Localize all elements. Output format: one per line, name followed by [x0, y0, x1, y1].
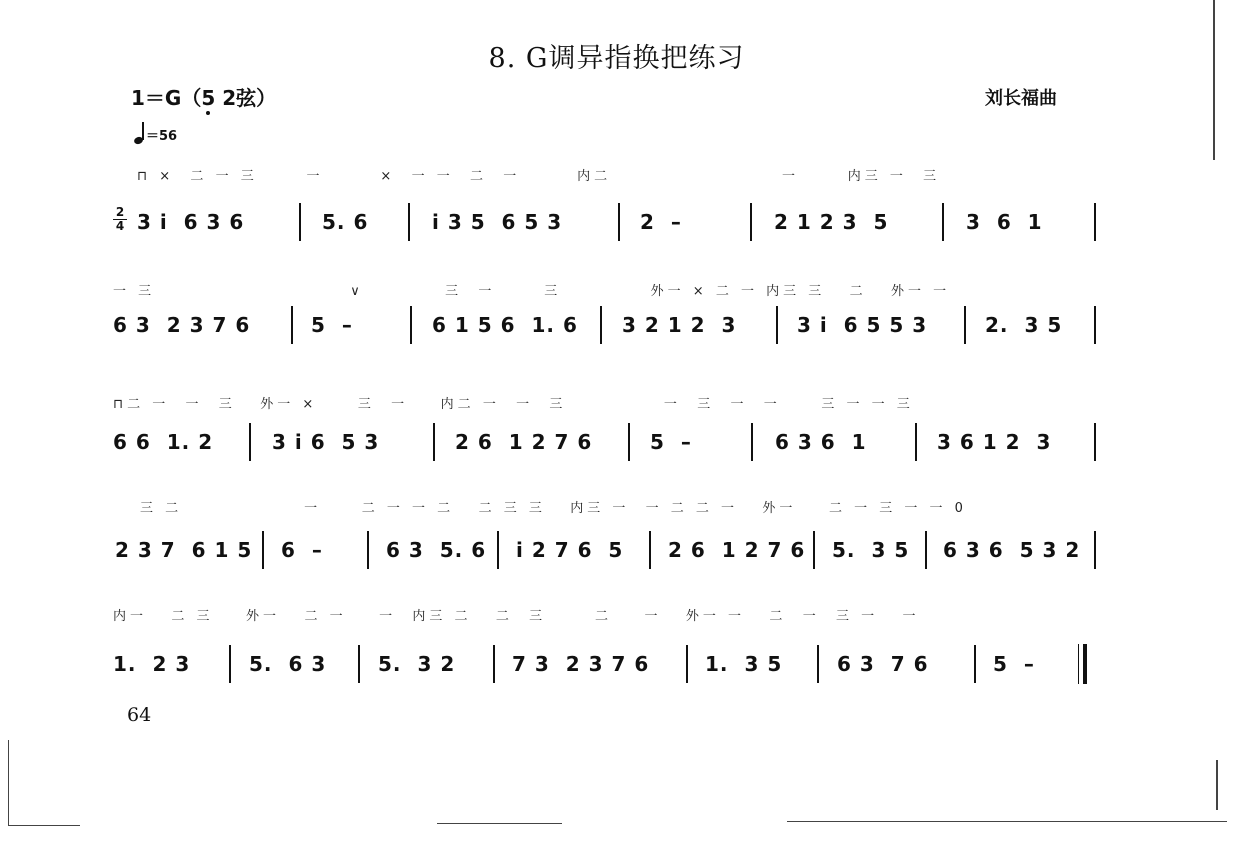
- quarter-note-icon: [134, 122, 146, 144]
- measure: 6 3 2 3 7 6: [113, 313, 251, 337]
- barline: [408, 203, 410, 241]
- measure: 1. 3 5: [705, 652, 783, 676]
- measure: 6 3 7 6: [837, 652, 929, 676]
- measure: 5 –: [311, 313, 353, 337]
- barline: [751, 423, 753, 461]
- scan-edge-line: [787, 821, 1227, 822]
- measure: 2 –: [640, 210, 682, 234]
- barline: [358, 645, 360, 683]
- measure: 3 6 1: [966, 210, 1043, 234]
- barline: [600, 306, 602, 344]
- measure-row: [0, 310, 1233, 340]
- tempo-marking: [134, 122, 177, 144]
- barline: [262, 531, 264, 569]
- fingering-line: ⊓二 一 一 三 外一 × 三 一 内二 一 一 三 一 三 一 一 三 一 一 三: [113, 397, 914, 412]
- meter-bottom: 4: [115, 219, 125, 233]
- barline: [367, 531, 369, 569]
- score-system-2: [0, 280, 1233, 380]
- measure: 2 1 2 3 5: [774, 210, 889, 234]
- page-number: 64: [127, 704, 152, 726]
- barline: [1094, 306, 1096, 344]
- measure: 2 3 7 6 1 5: [115, 538, 253, 562]
- key-suffix: 2弦）: [215, 86, 277, 110]
- barline: [229, 645, 231, 683]
- barline: [942, 203, 944, 241]
- barline: [1094, 531, 1096, 569]
- measure-row: [0, 427, 1233, 457]
- barline: [964, 306, 966, 344]
- key-signature: [131, 82, 276, 111]
- measure-row: [0, 207, 1233, 237]
- barline: [1094, 423, 1096, 461]
- measure: 5 –: [650, 430, 692, 454]
- barline: [249, 423, 251, 461]
- scan-edge-line: [1216, 760, 1218, 810]
- measure: 5. 3 2: [378, 652, 456, 676]
- barline: [618, 203, 620, 241]
- piece-title: 8. G调异指换把练习: [488, 43, 745, 74]
- meter-top: 2: [115, 205, 125, 219]
- barline: [817, 645, 819, 683]
- barline: [750, 203, 752, 241]
- fingering-line: 一 三 ∨ 三 一 三 外一 × 二 一 内三 三 二 外一 一: [113, 284, 951, 299]
- measure: 6 3 6 1: [775, 430, 867, 454]
- barline: [925, 531, 927, 569]
- barline: [686, 645, 688, 683]
- barline: [493, 645, 495, 683]
- measure: 6 3 6 5 3 2: [943, 538, 1081, 562]
- measure: 5. 6: [322, 210, 369, 234]
- fingering-line: 内一 二 三 外一 二 一 一 内三 二 二 三 二 一 外一 一 二 一 三 一 一: [113, 609, 920, 624]
- barline: [813, 531, 815, 569]
- barline: [649, 531, 651, 569]
- measure: 3 i 6 5 3: [272, 430, 380, 454]
- key-prefix: 1＝G（: [131, 86, 202, 110]
- final-barline-thin: [1078, 644, 1079, 684]
- barline: [974, 645, 976, 683]
- measure: 3 2 1 2 3: [622, 313, 737, 337]
- barline: [497, 531, 499, 569]
- measure-row: [0, 649, 1233, 679]
- scan-edge-line: [437, 823, 562, 824]
- measure: 6 –: [281, 538, 323, 562]
- score-system-4: [0, 497, 1233, 597]
- barline: [299, 203, 301, 241]
- measure: 5. 6 3: [249, 652, 327, 676]
- measure: 3 i 6 3 6: [137, 210, 245, 234]
- score-system-1: [0, 165, 1233, 265]
- measure: 3 i 6 5 5 3: [797, 313, 928, 337]
- barline: [410, 306, 412, 344]
- measure: i 2 7 6 5: [516, 538, 624, 562]
- barline: [776, 306, 778, 344]
- final-barline-thick: [1083, 644, 1087, 684]
- measure: 6 1 5 6 1. 6: [432, 313, 578, 337]
- key-open-string-note: 5: [201, 86, 216, 110]
- measure: 5 –: [993, 652, 1035, 676]
- measure: 1. 2 3: [113, 652, 191, 676]
- barline: [1094, 203, 1096, 241]
- scan-edge-line: [8, 740, 9, 825]
- measure: 5. 3 5: [832, 538, 910, 562]
- measure: i 3 5 6 5 3: [432, 210, 563, 234]
- barline: [291, 306, 293, 344]
- composer-credit: 刘长福曲: [985, 88, 1057, 109]
- measure-row: [0, 535, 1233, 565]
- measure: 2 6 1 2 7 6: [455, 430, 593, 454]
- measure: 3 6 1 2 3: [937, 430, 1052, 454]
- measure: 6 3 5. 6: [386, 538, 487, 562]
- measure: 6 6 1. 2: [113, 430, 214, 454]
- score-system-5: [0, 605, 1233, 705]
- fingering-line: 三 二 一 二 一 一 二 二 三 三 内三 一 一 二 二 一 外一 二 一 三 一 一 0: [140, 501, 967, 516]
- measure: 2. 3 5: [985, 313, 1063, 337]
- scan-edge-line: [8, 825, 80, 826]
- barline: [628, 423, 630, 461]
- fingering-line: ⊓ × 二 一 三 一 × 一 一 二 一 内二 一 内三 一 三: [137, 169, 941, 184]
- scan-edge-line: [1213, 0, 1215, 160]
- tempo-value: ＝56: [146, 129, 178, 144]
- measure: 2 6 1 2 7 6: [668, 538, 806, 562]
- measure: 7 3 2 3 7 6: [512, 652, 650, 676]
- barline: [433, 423, 435, 461]
- barline: [915, 423, 917, 461]
- score-system-3: [0, 393, 1233, 493]
